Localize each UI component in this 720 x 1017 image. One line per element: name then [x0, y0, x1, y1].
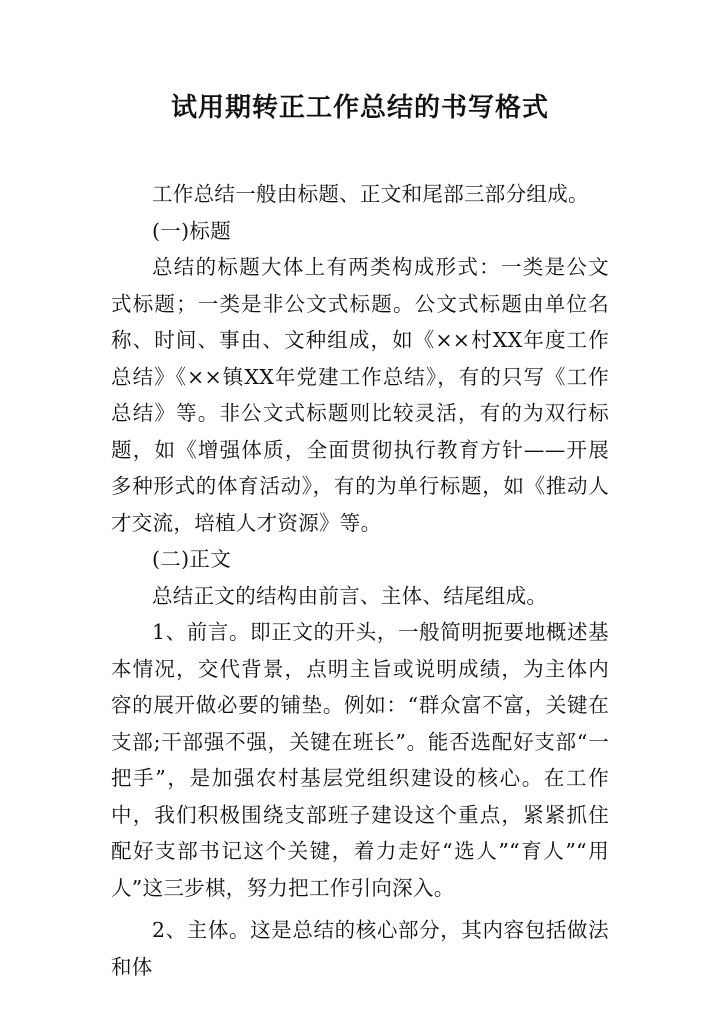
document-body: [111, 176, 609, 985]
preface-paragraph: 1、前言。即正文的开头，一般简明扼要地概述基本情况，交代背景，点明主旨或说明成绩，为主体内容的展开做必要的铺垫。例如：“群众富不富，关键在支部;干部强不强，关键在班长”。能否选配好支部“一把手”，是加强农村基层党组织建设的核心。在工作中，我们积极围绕支部班子建设这个重点，紧紧抓住配好支部书记这个关键，着力走好“选人”“育人”“用人”这三步棋，努力把工作引向深入。: [111, 620, 609, 900]
main-part-paragraph: 2、主体。这是总结的核心部分，其内容包括做法和体: [111, 918, 609, 979]
document-title: 试用期转正工作总结的书写格式: [170, 93, 549, 123]
title-forms-paragraph: 总结的标题大体上有两类构成形式：一类是公文式标题；一类是非公文式标题。公文式标题由单位名称、时间、事由、文种组成，如《××村XX年度工作总结》《××镇XX年党建工作总结》，有的只写《工作总结》等。非公文式标题则比较灵活，有的为双行标题，如《增强体质，全面贯彻执行教育方针——开展多种形式的体育活动》，有的为单行标题，如《推动人才交流，培植人才资源》等。: [111, 255, 609, 535]
section-heading-body: (二)正文: [152, 547, 231, 571]
body-structure-paragraph: 总结正文的结构由前言、主体、结尾组成。: [152, 583, 548, 608]
section-heading-title: (一)标题: [152, 218, 231, 243]
intro-paragraph: 工作总结一般由标题、正文和尾部三部分组成。: [152, 182, 589, 206]
